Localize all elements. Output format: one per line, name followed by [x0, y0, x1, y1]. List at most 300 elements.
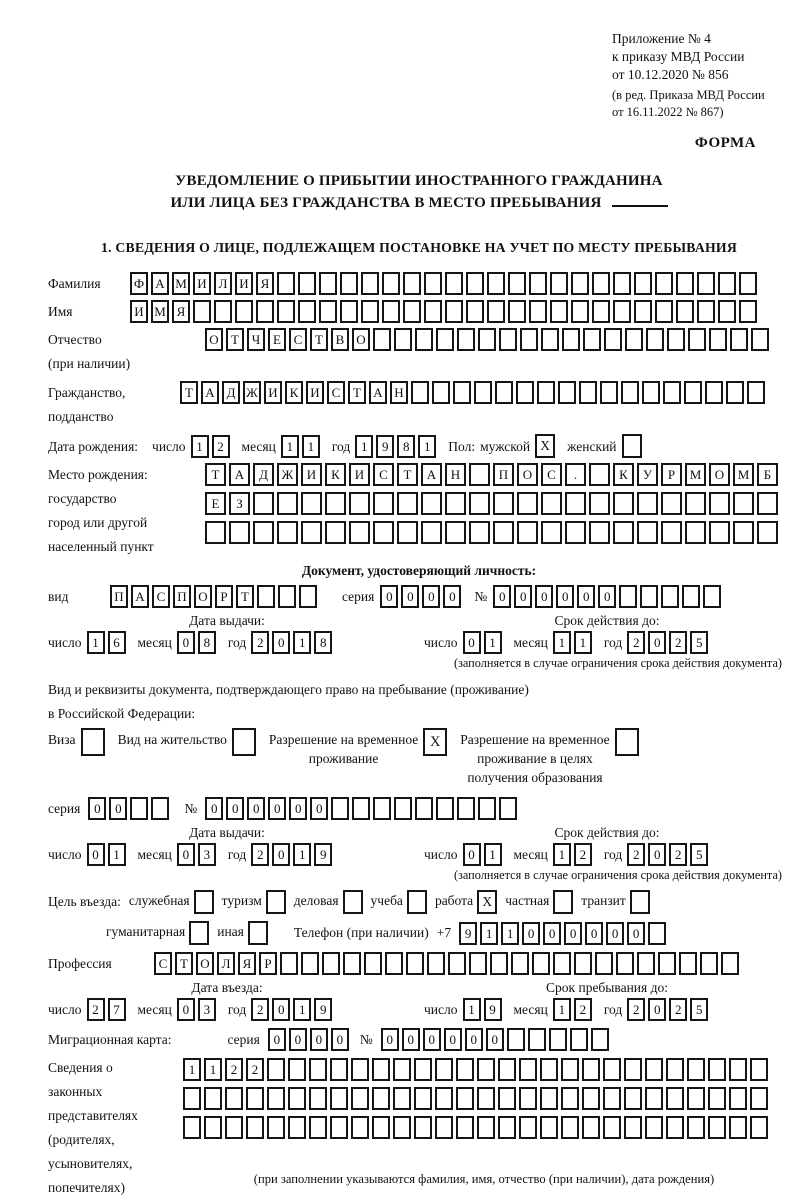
char-box[interactable]: Д	[222, 381, 240, 404]
char-box[interactable]	[277, 300, 295, 323]
char-box[interactable]	[364, 952, 382, 975]
char-box[interactable]	[361, 300, 379, 323]
char-box[interactable]	[351, 1116, 369, 1139]
char-box[interactable]: А	[151, 272, 169, 295]
char-box[interactable]: 9	[484, 998, 502, 1021]
char-box[interactable]	[288, 1087, 306, 1110]
char-box[interactable]	[739, 300, 757, 323]
char-box[interactable]	[256, 300, 274, 323]
char-box[interactable]	[571, 300, 589, 323]
char-box[interactable]	[709, 328, 727, 351]
char-box[interactable]: А	[229, 463, 250, 486]
char-box[interactable]: 0	[423, 1028, 441, 1051]
char-box[interactable]	[705, 381, 723, 404]
char-box[interactable]	[507, 1028, 525, 1051]
char-box[interactable]	[373, 797, 391, 820]
char-box[interactable]	[352, 797, 370, 820]
char-box[interactable]	[456, 1116, 474, 1139]
char-box[interactable]	[529, 272, 547, 295]
char-box[interactable]: И	[349, 463, 370, 486]
char-box[interactable]	[679, 952, 697, 975]
char-box[interactable]: Н	[390, 381, 408, 404]
char-box[interactable]: 0	[268, 1028, 286, 1051]
char-box[interactable]	[688, 328, 706, 351]
char-box[interactable]: 2	[251, 631, 269, 654]
char-box[interactable]	[663, 381, 681, 404]
char-box[interactable]	[625, 328, 643, 351]
char-box[interactable]	[592, 272, 610, 295]
char-box[interactable]: Н	[445, 463, 466, 486]
char-box[interactable]	[267, 1058, 285, 1081]
purpose-transit-checkbox[interactable]	[630, 890, 650, 914]
char-box[interactable]	[225, 1087, 243, 1110]
char-box[interactable]: 0	[648, 843, 666, 866]
char-box[interactable]	[676, 300, 694, 323]
char-box[interactable]	[532, 952, 550, 975]
char-box[interactable]	[637, 492, 658, 515]
char-box[interactable]	[421, 521, 442, 544]
char-box[interactable]: О	[196, 952, 214, 975]
char-box[interactable]: 0	[444, 1028, 462, 1051]
char-box[interactable]	[478, 328, 496, 351]
char-box[interactable]	[495, 381, 513, 404]
char-box[interactable]: 0	[331, 1028, 349, 1051]
char-box[interactable]	[700, 952, 718, 975]
char-box[interactable]: Ч	[247, 328, 265, 351]
char-box[interactable]	[477, 1058, 495, 1081]
char-box[interactable]	[646, 328, 664, 351]
char-box[interactable]	[645, 1058, 663, 1081]
char-box[interactable]	[750, 1058, 768, 1081]
char-box[interactable]: Д	[253, 463, 274, 486]
char-box[interactable]: 1	[484, 843, 502, 866]
char-box[interactable]	[372, 1116, 390, 1139]
char-box[interactable]	[517, 492, 538, 515]
char-box[interactable]	[540, 1116, 558, 1139]
char-box[interactable]	[280, 952, 298, 975]
char-box[interactable]	[600, 381, 618, 404]
char-box[interactable]	[733, 521, 754, 544]
char-box[interactable]: 2	[225, 1058, 243, 1081]
char-box[interactable]	[277, 272, 295, 295]
char-box[interactable]	[340, 272, 358, 295]
char-box[interactable]: В	[331, 328, 349, 351]
char-box[interactable]: И	[193, 272, 211, 295]
char-box[interactable]	[445, 272, 463, 295]
char-box[interactable]: М	[733, 463, 754, 486]
char-box[interactable]	[204, 1087, 222, 1110]
char-box[interactable]	[616, 952, 634, 975]
char-box[interactable]: 0	[226, 797, 244, 820]
char-box[interactable]: Е	[268, 328, 286, 351]
char-box[interactable]	[751, 328, 769, 351]
char-box[interactable]	[301, 521, 322, 544]
char-box[interactable]: 0	[401, 585, 419, 608]
char-box[interactable]: С	[373, 463, 394, 486]
char-box[interactable]: 0	[585, 922, 603, 945]
purpose-humanitarian-checkbox[interactable]	[189, 921, 209, 945]
char-box[interactable]	[697, 300, 715, 323]
purpose-other-checkbox[interactable]	[248, 921, 268, 945]
char-box[interactable]	[709, 492, 730, 515]
char-box[interactable]: 0	[87, 843, 105, 866]
char-box[interactable]: И	[306, 381, 324, 404]
char-box[interactable]: Я	[172, 300, 190, 323]
char-box[interactable]	[508, 272, 526, 295]
char-box[interactable]: 1	[418, 435, 436, 458]
char-box[interactable]	[406, 952, 424, 975]
char-box[interactable]: А	[369, 381, 387, 404]
char-box[interactable]	[487, 300, 505, 323]
char-box[interactable]	[519, 1087, 537, 1110]
char-box[interactable]	[436, 328, 454, 351]
char-box[interactable]	[604, 328, 622, 351]
char-box[interactable]: С	[154, 952, 172, 975]
char-box[interactable]: 1	[553, 631, 571, 654]
char-box[interactable]: К	[613, 463, 634, 486]
char-box[interactable]: 1	[553, 998, 571, 1021]
char-box[interactable]	[498, 1058, 516, 1081]
char-box[interactable]	[703, 585, 721, 608]
char-box[interactable]	[427, 952, 445, 975]
char-box[interactable]	[726, 381, 744, 404]
char-box[interactable]	[435, 1058, 453, 1081]
char-box[interactable]: С	[289, 328, 307, 351]
char-box[interactable]	[393, 1058, 411, 1081]
char-box[interactable]: Р	[215, 585, 233, 608]
char-box[interactable]	[445, 300, 463, 323]
char-box[interactable]: А	[131, 585, 149, 608]
char-box[interactable]: 2	[627, 998, 645, 1021]
char-box[interactable]	[349, 521, 370, 544]
char-box[interactable]	[667, 328, 685, 351]
char-box[interactable]	[718, 300, 736, 323]
char-box[interactable]	[624, 1087, 642, 1110]
char-box[interactable]	[624, 1116, 642, 1139]
char-box[interactable]: П	[493, 463, 514, 486]
char-box[interactable]: С	[152, 585, 170, 608]
char-box[interactable]	[394, 328, 412, 351]
char-box[interactable]	[277, 521, 298, 544]
char-box[interactable]: У	[637, 463, 658, 486]
char-box[interactable]: О	[194, 585, 212, 608]
char-box[interactable]	[382, 272, 400, 295]
char-box[interactable]	[403, 272, 421, 295]
char-box[interactable]: 0	[380, 585, 398, 608]
char-box[interactable]: 0	[577, 585, 595, 608]
char-box[interactable]	[516, 381, 534, 404]
char-box[interactable]: О	[352, 328, 370, 351]
char-box[interactable]	[267, 1116, 285, 1139]
char-box[interactable]	[648, 922, 666, 945]
char-box[interactable]: О	[709, 463, 730, 486]
char-box[interactable]	[541, 328, 559, 351]
char-box[interactable]	[603, 1087, 621, 1110]
char-box[interactable]	[583, 328, 601, 351]
char-box[interactable]	[372, 1058, 390, 1081]
char-box[interactable]: Л	[217, 952, 235, 975]
char-box[interactable]	[655, 300, 673, 323]
char-box[interactable]: 0	[463, 631, 481, 654]
char-box[interactable]	[466, 300, 484, 323]
char-box[interactable]	[520, 328, 538, 351]
char-box[interactable]	[757, 492, 778, 515]
char-box[interactable]	[397, 521, 418, 544]
char-box[interactable]: М	[151, 300, 169, 323]
char-box[interactable]	[661, 521, 682, 544]
char-box[interactable]	[550, 300, 568, 323]
char-box[interactable]	[603, 1116, 621, 1139]
char-box[interactable]	[299, 585, 317, 608]
char-box[interactable]	[729, 1087, 747, 1110]
char-box[interactable]	[151, 797, 169, 820]
char-box[interactable]: 2	[669, 631, 687, 654]
char-box[interactable]	[445, 521, 466, 544]
char-box[interactable]	[301, 492, 322, 515]
char-box[interactable]: 0	[289, 1028, 307, 1051]
char-box[interactable]	[394, 797, 412, 820]
char-box[interactable]	[421, 492, 442, 515]
char-box[interactable]: Я	[238, 952, 256, 975]
char-box[interactable]	[540, 1087, 558, 1110]
purpose-official-checkbox[interactable]	[194, 890, 214, 914]
char-box[interactable]	[561, 1087, 579, 1110]
char-box[interactable]: 1	[484, 631, 502, 654]
char-box[interactable]: Т	[226, 328, 244, 351]
char-box[interactable]	[448, 952, 466, 975]
char-box[interactable]: Т	[397, 463, 418, 486]
char-box[interactable]: 1	[574, 631, 592, 654]
char-box[interactable]	[565, 492, 586, 515]
char-box[interactable]	[477, 1087, 495, 1110]
char-box[interactable]	[655, 272, 673, 295]
char-box[interactable]: И	[235, 272, 253, 295]
char-box[interactable]	[331, 797, 349, 820]
char-box[interactable]	[183, 1087, 201, 1110]
char-box[interactable]: 0	[272, 998, 290, 1021]
char-box[interactable]	[517, 521, 538, 544]
char-box[interactable]	[205, 521, 226, 544]
char-box[interactable]	[225, 1116, 243, 1139]
char-box[interactable]: 0	[543, 922, 561, 945]
char-box[interactable]: .	[565, 463, 586, 486]
char-box[interactable]	[687, 1116, 705, 1139]
char-box[interactable]: О	[517, 463, 538, 486]
char-box[interactable]: 8	[314, 631, 332, 654]
char-box[interactable]	[435, 1087, 453, 1110]
char-box[interactable]	[666, 1058, 684, 1081]
char-box[interactable]: 0	[463, 843, 481, 866]
char-box[interactable]	[613, 521, 634, 544]
char-box[interactable]: 1	[302, 435, 320, 458]
purpose-private-checkbox[interactable]	[553, 890, 573, 914]
char-box[interactable]: 1	[108, 843, 126, 866]
char-box[interactable]: 0	[627, 922, 645, 945]
char-box[interactable]	[589, 463, 610, 486]
char-box[interactable]	[319, 272, 337, 295]
char-box[interactable]: Т	[175, 952, 193, 975]
char-box[interactable]	[661, 585, 679, 608]
char-box[interactable]: 3	[198, 843, 216, 866]
char-box[interactable]: 9	[459, 922, 477, 945]
char-box[interactable]: 1	[87, 631, 105, 654]
char-box[interactable]	[582, 1058, 600, 1081]
char-box[interactable]	[589, 492, 610, 515]
char-box[interactable]	[130, 797, 148, 820]
char-box[interactable]: 0	[493, 585, 511, 608]
char-box[interactable]	[571, 272, 589, 295]
char-box[interactable]: Р	[259, 952, 277, 975]
char-box[interactable]	[508, 300, 526, 323]
char-box[interactable]	[682, 585, 700, 608]
char-box[interactable]: 2	[251, 998, 269, 1021]
char-box[interactable]	[298, 300, 316, 323]
char-box[interactable]	[309, 1087, 327, 1110]
char-box[interactable]	[469, 521, 490, 544]
char-box[interactable]	[561, 1116, 579, 1139]
char-box[interactable]	[541, 521, 562, 544]
char-box[interactable]: 0	[289, 797, 307, 820]
char-box[interactable]	[730, 328, 748, 351]
char-box[interactable]	[330, 1087, 348, 1110]
char-box[interactable]	[183, 1116, 201, 1139]
char-box[interactable]	[319, 300, 337, 323]
char-box[interactable]: 0	[310, 1028, 328, 1051]
char-box[interactable]	[697, 272, 715, 295]
char-box[interactable]: 1	[293, 631, 311, 654]
char-box[interactable]	[330, 1058, 348, 1081]
char-box[interactable]: 2	[574, 843, 592, 866]
char-box[interactable]	[553, 952, 571, 975]
char-box[interactable]: М	[685, 463, 706, 486]
char-box[interactable]: 2	[212, 435, 230, 458]
char-box[interactable]: Р	[661, 463, 682, 486]
char-box[interactable]: 2	[87, 998, 105, 1021]
char-box[interactable]	[490, 952, 508, 975]
char-box[interactable]: 0	[272, 631, 290, 654]
char-box[interactable]	[229, 521, 250, 544]
char-box[interactable]	[666, 1116, 684, 1139]
char-box[interactable]: 1	[553, 843, 571, 866]
char-box[interactable]	[619, 585, 637, 608]
char-box[interactable]: С	[541, 463, 562, 486]
char-box[interactable]: 5	[690, 631, 708, 654]
char-box[interactable]: 0	[522, 922, 540, 945]
char-box[interactable]	[684, 381, 702, 404]
char-box[interactable]	[424, 300, 442, 323]
char-box[interactable]	[721, 952, 739, 975]
char-box[interactable]	[645, 1116, 663, 1139]
char-box[interactable]	[277, 492, 298, 515]
char-box[interactable]	[634, 272, 652, 295]
char-box[interactable]	[733, 492, 754, 515]
char-box[interactable]: 2	[627, 843, 645, 866]
char-box[interactable]	[519, 1116, 537, 1139]
purpose-study-checkbox[interactable]	[407, 890, 427, 914]
char-box[interactable]: И	[264, 381, 282, 404]
char-box[interactable]: 0	[535, 585, 553, 608]
char-box[interactable]	[747, 381, 765, 404]
char-box[interactable]: 2	[574, 998, 592, 1021]
visa-checkbox[interactable]	[81, 728, 105, 756]
char-box[interactable]	[574, 952, 592, 975]
char-box[interactable]: 0	[606, 922, 624, 945]
char-box[interactable]: 2	[246, 1058, 264, 1081]
char-box[interactable]: 0	[109, 797, 127, 820]
char-box[interactable]	[729, 1116, 747, 1139]
char-box[interactable]: П	[173, 585, 191, 608]
char-box[interactable]	[478, 797, 496, 820]
char-box[interactable]: 0	[648, 998, 666, 1021]
char-box[interactable]	[343, 952, 361, 975]
char-box[interactable]	[411, 381, 429, 404]
char-box[interactable]	[424, 272, 442, 295]
char-box[interactable]	[432, 381, 450, 404]
char-box[interactable]: М	[172, 272, 190, 295]
char-box[interactable]	[529, 300, 547, 323]
char-box[interactable]: 0	[268, 797, 286, 820]
char-box[interactable]	[570, 1028, 588, 1051]
char-box[interactable]	[253, 521, 274, 544]
char-box[interactable]	[493, 492, 514, 515]
char-box[interactable]	[193, 300, 211, 323]
char-box[interactable]: 1	[501, 922, 519, 945]
char-box[interactable]: 1	[191, 435, 209, 458]
char-box[interactable]: 2	[627, 631, 645, 654]
char-box[interactable]	[708, 1116, 726, 1139]
char-box[interactable]	[309, 1116, 327, 1139]
char-box[interactable]	[445, 492, 466, 515]
char-box[interactable]	[351, 1058, 369, 1081]
char-box[interactable]	[565, 521, 586, 544]
char-box[interactable]: 0	[443, 585, 461, 608]
char-box[interactable]	[301, 952, 319, 975]
char-box[interactable]: 0	[310, 797, 328, 820]
char-box[interactable]: 1	[480, 922, 498, 945]
char-box[interactable]	[709, 521, 730, 544]
char-box[interactable]	[592, 300, 610, 323]
char-box[interactable]	[550, 272, 568, 295]
char-box[interactable]: П	[110, 585, 128, 608]
char-box[interactable]	[373, 328, 391, 351]
char-box[interactable]: 7	[108, 998, 126, 1021]
char-box[interactable]: 2	[669, 998, 687, 1021]
char-box[interactable]: А	[201, 381, 219, 404]
char-box[interactable]	[373, 521, 394, 544]
char-box[interactable]: Ж	[243, 381, 261, 404]
char-box[interactable]: 0	[648, 631, 666, 654]
char-box[interactable]	[603, 1058, 621, 1081]
char-box[interactable]	[349, 492, 370, 515]
char-box[interactable]	[414, 1116, 432, 1139]
char-box[interactable]	[582, 1116, 600, 1139]
char-box[interactable]: Б	[757, 463, 778, 486]
char-box[interactable]	[456, 1087, 474, 1110]
char-box[interactable]	[322, 952, 340, 975]
char-box[interactable]	[613, 300, 631, 323]
char-box[interactable]	[561, 1058, 579, 1081]
char-box[interactable]: 9	[376, 435, 394, 458]
char-box[interactable]	[685, 521, 706, 544]
char-box[interactable]	[253, 492, 274, 515]
char-box[interactable]	[414, 1058, 432, 1081]
char-box[interactable]: 9	[314, 843, 332, 866]
char-box[interactable]: 0	[272, 843, 290, 866]
char-box[interactable]: 1	[463, 998, 481, 1021]
char-box[interactable]: И	[130, 300, 148, 323]
char-box[interactable]	[487, 272, 505, 295]
char-box[interactable]	[519, 1058, 537, 1081]
